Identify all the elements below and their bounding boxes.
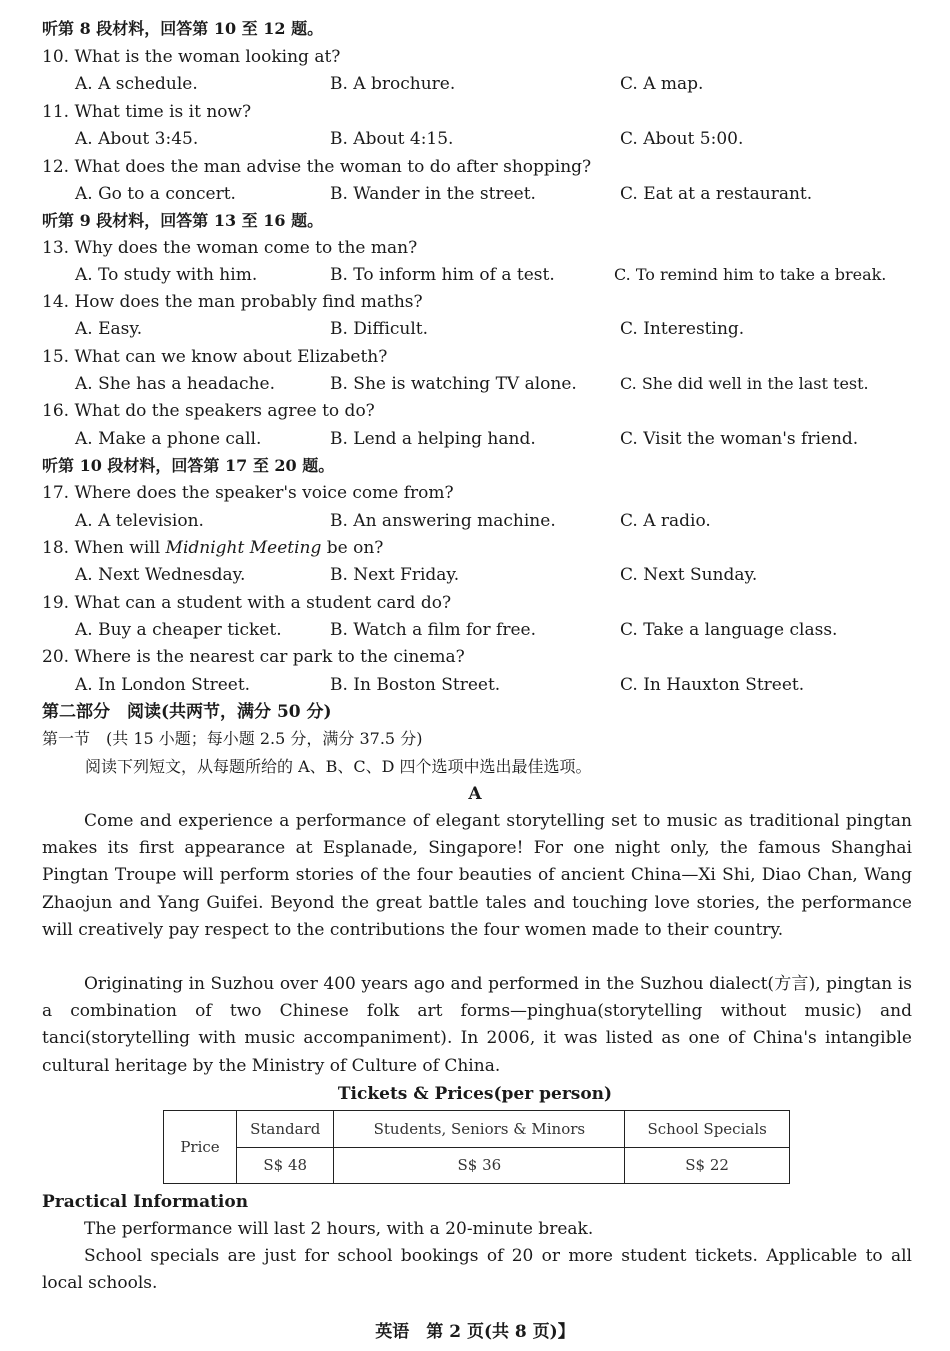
passage-paragraph-1: [42, 808, 912, 944]
header-students: Students, Seniors & Minors: [334, 1111, 625, 1148]
section-header-9: 听第 9 段材料，回答第 13 至 16 题。: [42, 211, 324, 230]
q18-program-title: Midnight Meeting: [165, 538, 322, 558]
question-16: 16. What do the speakers agree to do?: [42, 401, 375, 421]
q16-option-a: A. Make a phone call.: [75, 429, 262, 449]
practical-info-2: [42, 1243, 912, 1297]
header-school-specials: School Specials: [625, 1111, 790, 1148]
part2-title: 第二部分 阅读(共两节，满分 50 分): [42, 702, 332, 722]
ticket-price-table: [163, 1110, 790, 1184]
q20-option-a: A. In London Street.: [75, 675, 251, 695]
question-20: 20. Where is the nearest car park to the cinema?: [42, 647, 465, 667]
question-15: 15. What can we know about Elizabeth?: [42, 347, 388, 367]
q10-option-c: C. A map.: [620, 74, 704, 94]
q13-option-c: C. To remind him to take a break.: [614, 265, 887, 284]
q18-text-end: be on?: [321, 538, 384, 558]
price-standard: S$ 48: [237, 1147, 334, 1184]
question-14: 14. How does the man probably find maths?: [42, 292, 423, 312]
q19-option-c: C. Take a language class.: [620, 620, 838, 640]
paragraph-2-text: Originating in Suzhou over 400 years ago and performed in the Suzhou dialect(方言), pingtan is a combination of two Chinese folk art forms—pinghua(storytelling without music) and tanci(storytelling with music accompaniment). In 2006, it was listed as one of China's intangible cultural heritage by the Ministry of Culture of China.: [42, 974, 912, 1076]
section-header-10: 听第 10 段材料，回答第 17 至 20 题。: [42, 456, 335, 475]
price-school-specials: S$ 22: [625, 1147, 790, 1184]
q18-option-b: B. Next Friday.: [330, 565, 460, 585]
q17-option-c: C. A radio.: [620, 511, 711, 531]
q18-text-start: 18. When will: [42, 538, 166, 558]
practical-info-title: Practical Information: [42, 1192, 249, 1212]
q16-option-c: C. Visit the woman's friend.: [620, 429, 859, 449]
practical-info-2-text: School specials are just for school bookings of 20 or more student tickets. Applicable to all local schools.: [42, 1246, 912, 1294]
q19-option-b: B. Watch a film for free.: [330, 620, 536, 640]
q10-option-b: B. A brochure.: [330, 74, 456, 94]
question-19: 19. What can a student with a student card do?: [42, 593, 452, 613]
table-value-row: [164, 1147, 790, 1184]
section1-title: 第一节 (共 15 小题；每小题 2.5 分，满分 37.5 分): [42, 729, 423, 748]
q17-option-a: A. A television.: [75, 511, 204, 531]
q11-option-c: C. About 5:00.: [620, 129, 744, 149]
reading-instruction: 阅读下列短文，从每题所给的 A、B、C、D 四个选项中选出最佳选项。: [85, 757, 592, 776]
q11-option-a: A. About 3:45.: [75, 129, 199, 149]
row-label-price: Price: [164, 1111, 237, 1184]
q12-option-c: C. Eat at a restaurant.: [620, 184, 813, 204]
page-footer: 英语 第 2 页(共 8 页)】: [375, 1322, 575, 1342]
table-title: Tickets & Prices(per person): [337, 1084, 613, 1104]
q13-option-b: B. To inform him of a test.: [330, 265, 555, 285]
q20-option-c: C. In Hauxton Street.: [620, 675, 805, 695]
passage-paragraph-2: [42, 971, 912, 1080]
question-18: [42, 537, 383, 559]
price-students: S$ 36: [334, 1147, 625, 1184]
q12-option-a: A. Go to a concert.: [75, 184, 236, 204]
q20-option-b: B. In Boston Street.: [330, 675, 501, 695]
question-17: 17. Where does the speaker's voice come from?: [42, 483, 454, 503]
passage-label: A: [468, 784, 482, 804]
header-standard: Standard: [237, 1111, 334, 1148]
question-10: 10. What is the woman looking at?: [42, 47, 341, 67]
q15-option-a: A. She has a headache.: [75, 374, 275, 394]
q19-option-a: A. Buy a cheaper ticket.: [75, 620, 282, 640]
question-13: 13. Why does the woman come to the man?: [42, 238, 418, 258]
q15-option-c: C. She did well in the last test.: [620, 374, 869, 393]
q15-option-b: B. She is watching TV alone.: [330, 374, 577, 394]
q10-option-a: A. A schedule.: [75, 74, 198, 94]
question-12: 12. What does the man advise the woman to do after shopping?: [42, 157, 592, 177]
q13-option-a: A. To study with him.: [75, 265, 258, 285]
q14-option-a: A. Easy.: [75, 319, 143, 339]
table-header-row: [164, 1111, 790, 1148]
q14-option-c: C. Interesting.: [620, 319, 745, 339]
q14-option-b: B. Difficult.: [330, 319, 429, 339]
q16-option-b: B. Lend a helping hand.: [330, 429, 536, 449]
question-11: 11. What time is it now?: [42, 102, 252, 122]
q12-option-b: B. Wander in the street.: [330, 184, 536, 204]
paragraph-1-text: Come and experience a performance of elegant storytelling set to music as traditional pingtan makes its first appearance at Esplanade, Singapore! For one night only, the famous Shanghai Pingtan Troupe will perform stories of the four beauties of ancient China—Xi Shi, Diao Chan, Wang Zhaojun and Yang Guifei. Beyond the great battle tales and touching love stories, the performance will creatively pay respect to the contributions the four women made to their country.: [42, 811, 912, 940]
q11-option-b: B. About 4:15.: [330, 129, 454, 149]
q18-option-a: A. Next Wednesday.: [75, 565, 246, 585]
section-header-8: 听第 8 段材料，回答第 10 至 12 题。: [42, 19, 324, 38]
q18-option-c: C. Next Sunday.: [620, 565, 758, 585]
practical-info-1: The performance will last 2 hours, with a 20-minute break.: [84, 1219, 594, 1239]
q17-option-b: B. An answering machine.: [330, 511, 556, 531]
